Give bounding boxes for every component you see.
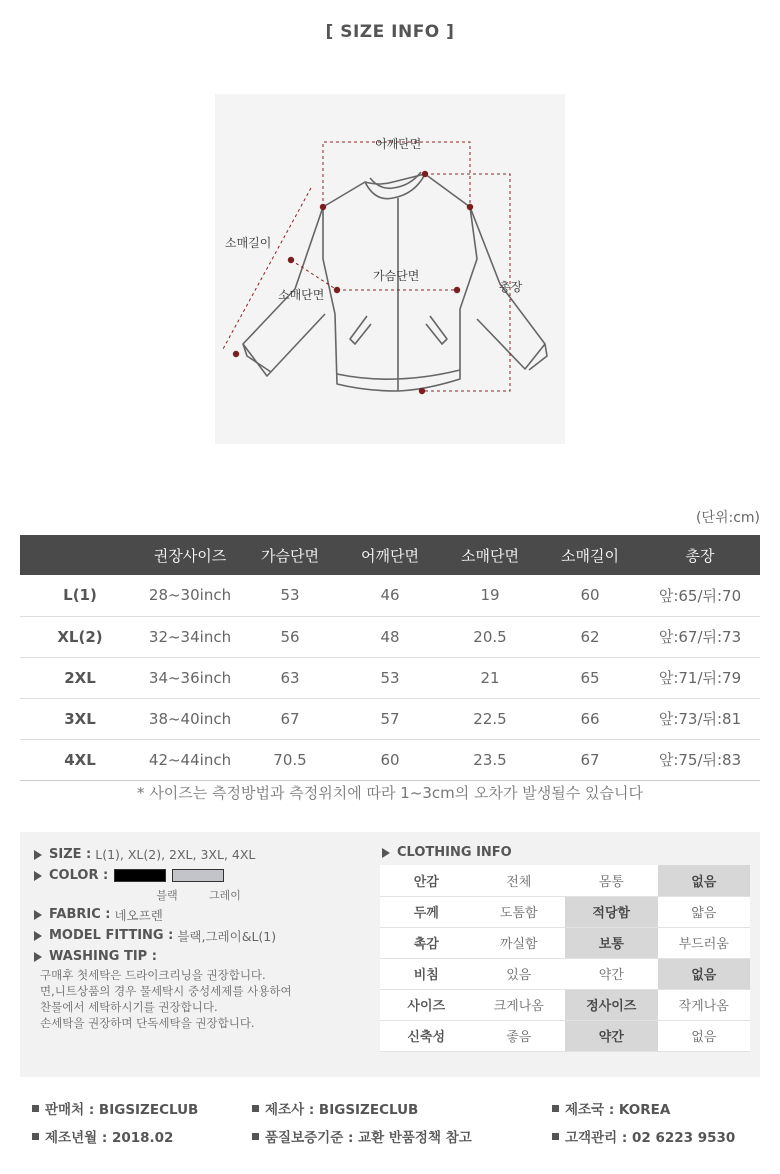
table-cell: 70.5 [240,739,340,780]
clothing-option-selected: 없음 [658,865,751,896]
clothing-attr-label: 신축성 [380,1020,473,1051]
footer-text: 제조국 : KOREA [565,1102,671,1118]
table-cell: 22.5 [440,698,540,739]
washing-line: 손세탁을 권장하며 단독세탁을 권장합니다. [40,1016,255,1030]
footer-country [552,1098,670,1118]
color-info-row [34,865,374,886]
table-cell: 19 [440,575,540,616]
triangle-bullet-icon [34,910,42,920]
table-cell: 앞:75/뒤:83 [640,739,760,780]
clothing-option: 도톰함 [473,896,566,927]
clothing-attr-label: 사이즈 [380,989,473,1020]
table-cell: 66 [540,698,640,739]
size-label: 2XL [20,657,140,698]
label-sleeve-length: 소매길이 [225,236,272,250]
size-info-row [34,844,374,865]
size-table [20,535,760,781]
header-cell: 권장사이즈 [140,535,240,575]
clothing-option: 좋음 [473,1020,566,1051]
clothing-option-selected: 약간 [565,1020,658,1051]
clothing-option-selected: 없음 [658,958,751,989]
table-row [20,739,760,780]
table-row [20,657,760,698]
color-swatch-black [114,869,166,882]
model-info-row [34,925,374,946]
table-cell: 67 [540,739,640,780]
footer-cs [552,1126,735,1146]
table-cell: 53 [340,657,440,698]
fabric-key: FABRIC : [49,907,111,922]
clothing-info-heading [382,844,752,861]
table-cell: 48 [340,616,440,657]
washing-line: 찬물에서 세탁하시기를 권장합니다. [40,1000,218,1014]
clothing-option: 약간 [565,958,658,989]
clothing-option: 몸통 [565,865,658,896]
triangle-bullet-icon [34,871,42,881]
size-table-header [20,535,760,575]
clothing-option-selected: 적당함 [565,896,658,927]
color-label: 블랙 [156,889,178,902]
label-chest: 가슴단면 [373,269,420,283]
color-swatches [114,869,230,882]
square-bullet-icon [32,1105,39,1112]
washing-line: 면,니트상품의 경우 물세탁시 중성세제를 사용하여 [40,984,292,998]
table-cell: 57 [340,698,440,739]
table-cell: 앞:71/뒤:79 [640,657,760,698]
header-cell: 어깨단면 [340,535,440,575]
clothing-attr-label: 비침 [380,958,473,989]
size-label: 4XL [20,739,140,780]
color-labels [138,886,374,904]
table-cell: 53 [240,575,340,616]
clothing-option: 작게나옴 [658,989,751,1020]
table-row [20,698,760,739]
model-value: 블랙,그레이&L(1) [177,928,277,944]
table-cell: 21 [440,657,540,698]
table-row [20,616,760,657]
footer-text: 제조사 : BIGSIZECLUB [265,1102,419,1118]
footer-text: 제조년월 : 2018.02 [45,1130,174,1146]
jacket-diagram [215,94,565,444]
square-bullet-icon [252,1105,259,1112]
washing-tips [40,967,374,1031]
footer-info [0,1092,780,1162]
clothing-attr-label: 안감 [380,865,473,896]
clothing-info-table [380,865,750,1052]
triangle-bullet-icon [34,931,42,941]
clothing-option: 까실함 [473,927,566,958]
table-cell: 38~40inch [140,698,240,739]
footer-text: 판매처 : BIGSIZECLUB [45,1102,199,1118]
clothing-option: 얇음 [658,896,751,927]
color-label: 그레이 [209,889,241,902]
page-title: [ SIZE INFO ] [325,22,455,42]
size-label: L(1) [20,575,140,616]
label-total-length: 총장 [499,280,523,294]
clothing-row [380,958,750,989]
table-cell: 60 [340,739,440,780]
table-cell: 앞:67/뒤:73 [640,616,760,657]
clothing-row [380,927,750,958]
clothing-info-title: CLOTHING INFO [397,845,512,860]
clothing-row [380,865,750,896]
header-cell: 소매길이 [540,535,640,575]
clothing-row [380,896,750,927]
table-cell: 앞:65/뒤:70 [640,575,760,616]
washing-line: 구매후 첫세탁은 드라이크리닝을 권장합니다. [40,968,266,982]
clothing-attr-label: 촉감 [380,927,473,958]
table-row [20,575,760,616]
footer-date [32,1126,173,1146]
table-cell: 67 [240,698,340,739]
label-shoulder: 어깨단면 [375,137,422,151]
table-cell: 32~34inch [140,616,240,657]
clothing-option: 없음 [658,1020,751,1051]
size-label: XL(2) [20,616,140,657]
table-cell: 62 [540,616,640,657]
square-bullet-icon [252,1133,259,1140]
triangle-bullet-icon [382,848,390,858]
table-cell: 56 [240,616,340,657]
table-cell: 앞:73/뒤:81 [640,698,760,739]
washing-key: WASHING TIP : [49,949,157,964]
clothing-info [380,844,752,1052]
size-value: L(1), XL(2), 2XL, 3XL, 4XL [95,847,256,862]
table-cell: 23.5 [440,739,540,780]
fabric-info-row [34,904,374,925]
clothing-option-selected: 보통 [565,927,658,958]
clothing-attr-label: 두께 [380,896,473,927]
label-sleeve-width: 소매단면 [278,288,325,302]
clothing-option: 부드러움 [658,927,751,958]
product-info-box [20,832,760,1077]
clothing-option: 전체 [473,865,566,896]
triangle-bullet-icon [34,952,42,962]
color-swatch-gray [172,869,224,882]
table-cell: 34~36inch [140,657,240,698]
header-cell: 소매단면 [440,535,540,575]
footer-maker [252,1098,418,1118]
washing-info-row [34,946,374,967]
table-cell: 63 [240,657,340,698]
square-bullet-icon [32,1133,39,1140]
triangle-bullet-icon [34,850,42,860]
clothing-option-selected: 정사이즈 [565,989,658,1020]
model-key: MODEL FITTING : [49,928,174,943]
footer-text: 고객관리 : 02 6223 9530 [565,1130,736,1146]
clothing-row [380,989,750,1020]
size-label: 3XL [20,698,140,739]
table-cell: 60 [540,575,640,616]
footer-seller [32,1098,198,1118]
unit-label: (단위:cm) [695,510,760,526]
header-cell [20,535,140,575]
clothing-option: 크게나옴 [473,989,566,1020]
clothing-option: 있음 [473,958,566,989]
size-note: * 사이즈는 측정방법과 측정위치에 따라 1~3cm의 오차가 발생될수 있습니다 [137,784,643,802]
clothing-row [380,1020,750,1051]
table-cell: 42~44inch [140,739,240,780]
header-cell: 가슴단면 [240,535,340,575]
header-cell: 총장 [640,535,760,575]
color-key: COLOR : [49,868,109,883]
square-bullet-icon [552,1105,559,1112]
table-cell: 65 [540,657,640,698]
footer-text: 품질보증기준 : 교환 반품정책 참고 [265,1130,472,1146]
square-bullet-icon [552,1133,559,1140]
table-cell: 46 [340,575,440,616]
fabric-value: 네오프렌 [114,907,163,923]
table-cell: 28~30inch [140,575,240,616]
footer-quality [252,1126,472,1146]
table-cell: 20.5 [440,616,540,657]
product-details [34,844,374,1031]
size-key: SIZE : [49,847,92,862]
